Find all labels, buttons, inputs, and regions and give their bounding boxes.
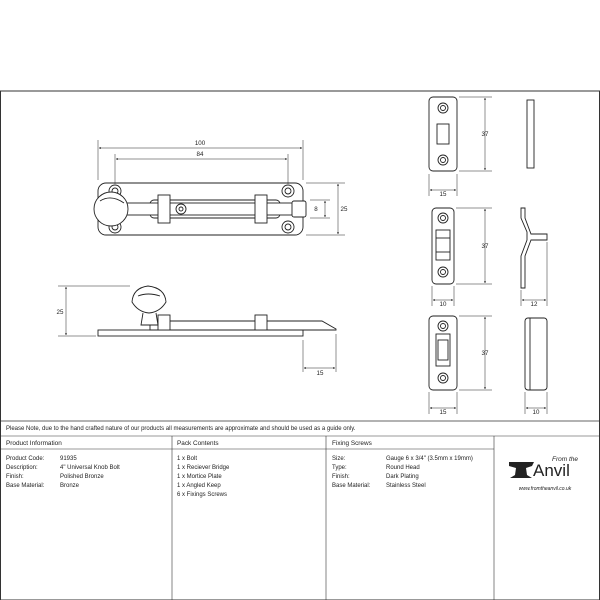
mortice-plate-front xyxy=(429,97,457,171)
fixing-label: Size: xyxy=(332,456,346,462)
side-knob xyxy=(132,286,166,313)
fixing-label: Type: xyxy=(332,465,347,471)
front-view-dimensions xyxy=(98,140,345,235)
product-info-label: Description: xyxy=(6,465,38,471)
logo-url: www.fromtheanvil.co.uk xyxy=(518,486,572,492)
product-info-label: Finish: xyxy=(6,474,24,480)
pack-item: 1 x Bolt xyxy=(177,456,198,462)
side-guide-left xyxy=(158,315,170,330)
keep1-dimensions xyxy=(429,97,492,196)
dim-keep3-height: 37 xyxy=(481,350,489,357)
product-info-title: Product Information xyxy=(6,440,62,447)
mortice-plate-side xyxy=(527,100,534,168)
pack-item: 1 x Angled Keep xyxy=(177,483,221,489)
bolt-front-view xyxy=(94,183,306,235)
dim-keep3-side-width: 10 xyxy=(532,409,540,416)
pack-contents-title: Pack Contents xyxy=(177,440,219,447)
bolt-stop xyxy=(292,201,306,217)
pack-item: 1 x Reciever Bridge xyxy=(177,465,230,471)
keep3-dimensions xyxy=(429,316,547,414)
fixing-label: Finish: xyxy=(332,474,350,480)
bridge-keep-side xyxy=(521,208,547,288)
pack-item: 1 x Mortice Plate xyxy=(177,474,222,480)
pack-item: 6 x Fixings Screws xyxy=(177,492,228,498)
anvil-icon xyxy=(509,462,534,478)
side-backplate xyxy=(98,330,303,336)
bridge-keep-front xyxy=(432,208,454,284)
from-the-anvil-logo xyxy=(509,456,578,492)
product-info-value: Polished Bronze xyxy=(60,474,104,480)
dim-side-height: 25 xyxy=(56,309,64,316)
logo-name: Anvil xyxy=(533,461,570,480)
guide-note: Please Note, due to the hand crafted nature of our products all measurements are approximate and should be used as a guide only. xyxy=(6,426,356,432)
product-info-value: Bronze xyxy=(60,483,80,489)
angled-keep-side xyxy=(525,318,547,390)
side-guide-right xyxy=(255,315,267,330)
screw-hole-right-bottom xyxy=(282,221,294,233)
product-info-table xyxy=(6,456,120,489)
dim-keep-projection: 15 xyxy=(316,370,324,377)
bolt-guide-left xyxy=(158,195,170,223)
dim-slot-height: 8 xyxy=(314,206,318,213)
bolt-guide-right xyxy=(255,195,267,223)
product-info-value: 91935 xyxy=(60,456,77,462)
fixing-screws-table xyxy=(332,456,473,489)
dim-keep2-side-width: 12 xyxy=(530,301,538,308)
bolt-side-view xyxy=(98,286,336,336)
dim-keep1-width: 15 xyxy=(439,191,447,198)
pack-contents-list xyxy=(177,456,230,498)
dim-overall-length: 100 xyxy=(194,140,206,147)
bolt-shoot xyxy=(120,203,305,215)
fixing-value: Gauge 6 x 3/4" (3.5mm x 19mm) xyxy=(386,456,473,462)
side-bolt-shoot xyxy=(150,321,336,330)
dim-keep3-width: 15 xyxy=(439,409,447,416)
screw-hole-right-top xyxy=(282,185,294,197)
fixing-screws-title: Fixing Screws xyxy=(332,440,372,447)
dim-keep2-height: 37 xyxy=(481,243,489,250)
bolt-pin xyxy=(176,204,186,214)
dim-plate-height: 25 xyxy=(340,206,348,213)
dim-fixing-centres: 84 xyxy=(196,151,204,158)
side-knob-stem xyxy=(141,313,158,325)
sheet-border xyxy=(1,91,600,600)
product-info-label: Base Material: xyxy=(6,483,45,489)
dim-keep1-height: 37 xyxy=(481,131,489,138)
fixing-value: Round Head xyxy=(386,465,420,471)
product-info-value: 4" Universal Knob Bolt xyxy=(60,465,120,471)
fixing-value: Stainless Steel xyxy=(386,483,426,489)
fixing-label: Base Material: xyxy=(332,483,371,489)
logo-from-the: From the xyxy=(552,456,579,463)
dim-keep2-width: 10 xyxy=(439,301,447,308)
fixing-value: Dark Plating xyxy=(386,474,419,480)
product-info-label: Product Code: xyxy=(6,456,45,462)
bolt-knob xyxy=(94,192,128,226)
angled-keep-front xyxy=(429,316,457,390)
